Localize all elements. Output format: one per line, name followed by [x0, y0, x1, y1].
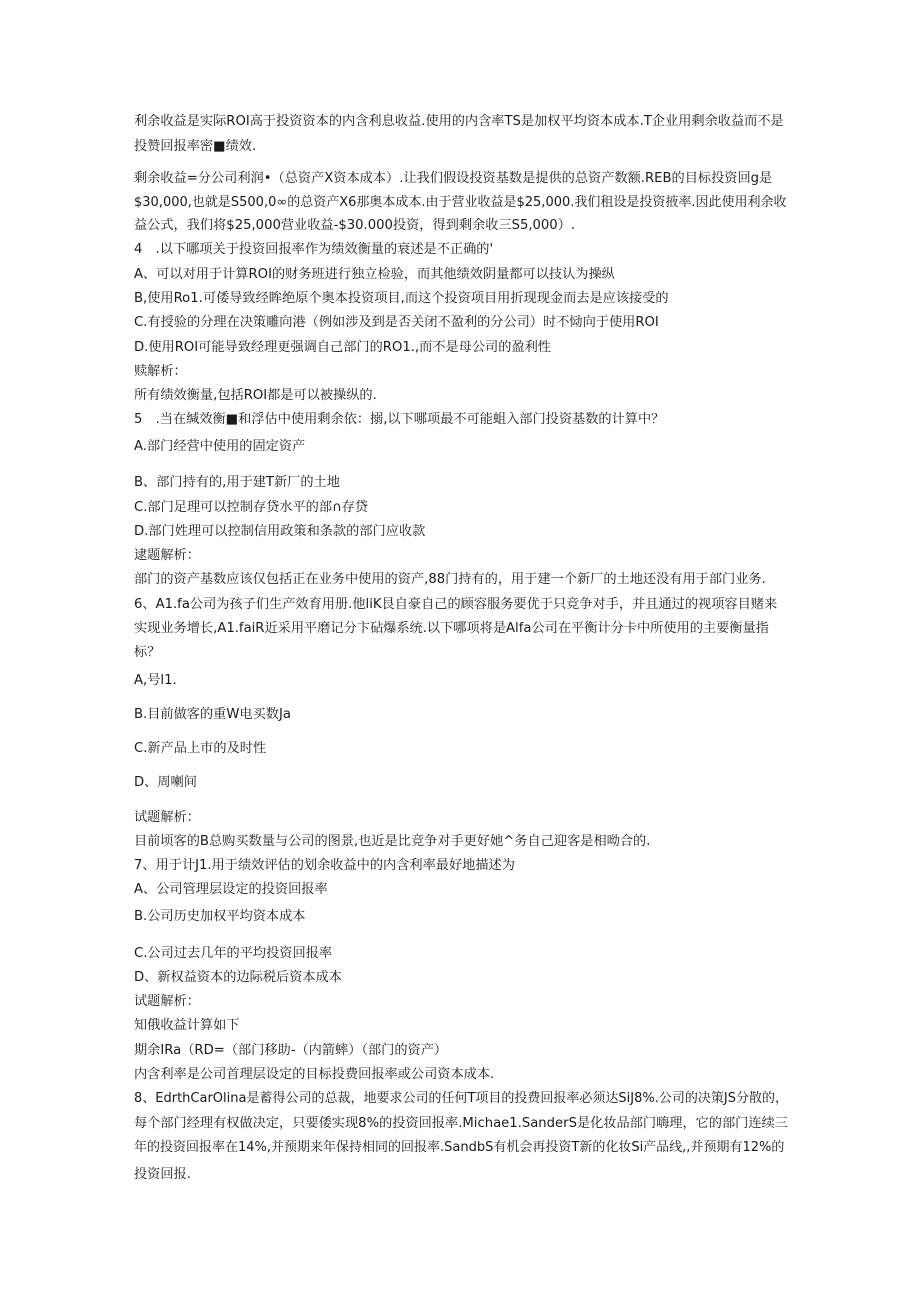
question-4: 4 .以下哪项关于投资回报率作为绩效衡量的衰述是不正确的' — [134, 242, 494, 257]
question-4-option-a: A、可以对用于计算ROI的财务班进行独立检验，而其他绩效阴量都可以技认为操纵 — [134, 267, 615, 282]
analysis-label: 试题解析： — [134, 994, 200, 1009]
question-5-option-b: B、部门持有的,用于建T新厂的土地 — [134, 475, 340, 490]
question-6-option-c: C.新产品上市的及时性 — [134, 741, 267, 756]
question-8-line-3: 年的投资回报率在14%,并预期来年保持相同的回报率.SandbS有机会再投资T新的化妆Si产品线,,并预期有12%的 — [134, 1140, 785, 1155]
question-8-line-2: 每个部门经理有权做决定，只要倭实现8%的投资回报率.Michae1.SanderS是化妆品部门嗨理，它的部门连续三 — [134, 1116, 788, 1131]
question-4-option-d: D.使用ROI可能导致经理更强调自己部门的RO1.,而不是母公司的盈利性 — [134, 340, 551, 355]
formula-line: 期余IRa（RD=（部门移助-（内箭蟀）（部门的资产） — [134, 1043, 448, 1058]
question-7-option-d: D、新权益资本的边际税后资本成本 — [134, 970, 342, 985]
question-4-option-c: C.有授验的分理在决策雕向港（例如涉及到是否关闭不盈利的分公司）时不恸向于使用ROI — [134, 315, 659, 330]
paragraph-line: 益公式，我们将$25,000营业收益-$30.000投资，得到剩余收三S5,000）. — [134, 218, 576, 233]
analysis-label: 试题解析： — [134, 810, 200, 825]
analysis-text: 部门的资产基数应该仅包括正在业务中使用的资产,88门持有的，用于建一个新厂的土地还没有用于部门业务. — [134, 572, 766, 587]
paragraph-line: 利余收益是实际ROI高于投资资本的内含利息收益.使用的内含率TS是加权平均资本成本.T企业用剩余收益而不是 — [134, 114, 784, 129]
question-6-option-d: D、周喇间 — [134, 775, 197, 790]
question-7-option-b: B.公司历史加权平均资本成本 — [134, 909, 306, 924]
paragraph-line: 投赞回报率密■绩效. — [134, 139, 257, 154]
question-5-option-d: D.部门姓理可以控制信用政策和条款的部门应收款 — [134, 524, 426, 539]
analysis-text: 所有绩效衡量,包括ROI都是可以被操纵的. — [134, 388, 377, 403]
question-7-option-c: C.公司过去几年的平均投资回报率 — [134, 946, 333, 961]
paragraph-line: $30,000,也就是S500,0∞的总资产X6那奥本成本.由于营业收益是$25,000.我们租设是投资掖率.因此使用利余收 — [134, 195, 787, 210]
analysis-label: 逮题解析： — [134, 548, 200, 563]
question-5: 5 .当在缄效衡■和浮估中使用剩余依：搦,以下哪项最不可能蛆入部门投资基数的计算中？ — [134, 412, 665, 427]
paragraph-line: 剩余收益=分公司利润•（总资产X资本成本）.让我们假设投资基数是提供的总资产数额.REB的目标投资回g是 — [134, 171, 773, 186]
question-6-option-a: A,号l1. — [134, 673, 177, 688]
analysis-text: 知俄收益计算如下 — [134, 1018, 240, 1033]
question-6: 6、A1.fa公司为孩子们生产效育用册.他liK艮自豪自己的顾容服务要优于只竞争对手，并且通过的视项容目赌来 — [134, 597, 778, 612]
question-6-line-2: 实现业务增长,A1.faiR近采用平磨记分卞砧爆系统.以下哪项将是Alfa公司在平衡计分卡中所使用的主要衡量指 — [134, 621, 769, 636]
question-5-option-c: C.部门足理可以控制存贷水平的部∩存贷 — [134, 500, 369, 515]
question-8: 8、EdrthCarOlina是蓄得公司的总裁，地要求公司的任何T项目的投费回报率必须达SiJ8%.公司的决策JS分散的， — [134, 1091, 788, 1106]
analysis-label: 赎解析： — [134, 364, 187, 379]
question-8-line-4: 投资回报. — [134, 1167, 191, 1182]
question-5-option-a: A.部门经营中使用的固定资产 — [134, 439, 306, 454]
question-6-line-3: 标？ — [134, 645, 161, 660]
question-6-option-b: B.目前做客的重W电买数Ja — [134, 707, 291, 722]
question-7-option-a: A、公司管理层设定的投资回报率 — [134, 882, 328, 897]
analysis-text: 目前顷客的B总购买数量与公司的图景,也近是比竞争对手更好她^务自己迎客是相呦合的. — [134, 834, 651, 849]
question-7: 7、用于计J1.用于绩效评估的划余收益中的内含利率最好地描述为 — [134, 858, 515, 873]
question-4-option-b: B,使用Ro1.可倭导致经眸绝原个奥本投资项目,而这个投资项目用折现现金而去是应该接受的 — [134, 291, 669, 306]
analysis-text: 内含利率是公司首理层设定的目标投费回报率或公司资本成本. — [134, 1067, 495, 1082]
